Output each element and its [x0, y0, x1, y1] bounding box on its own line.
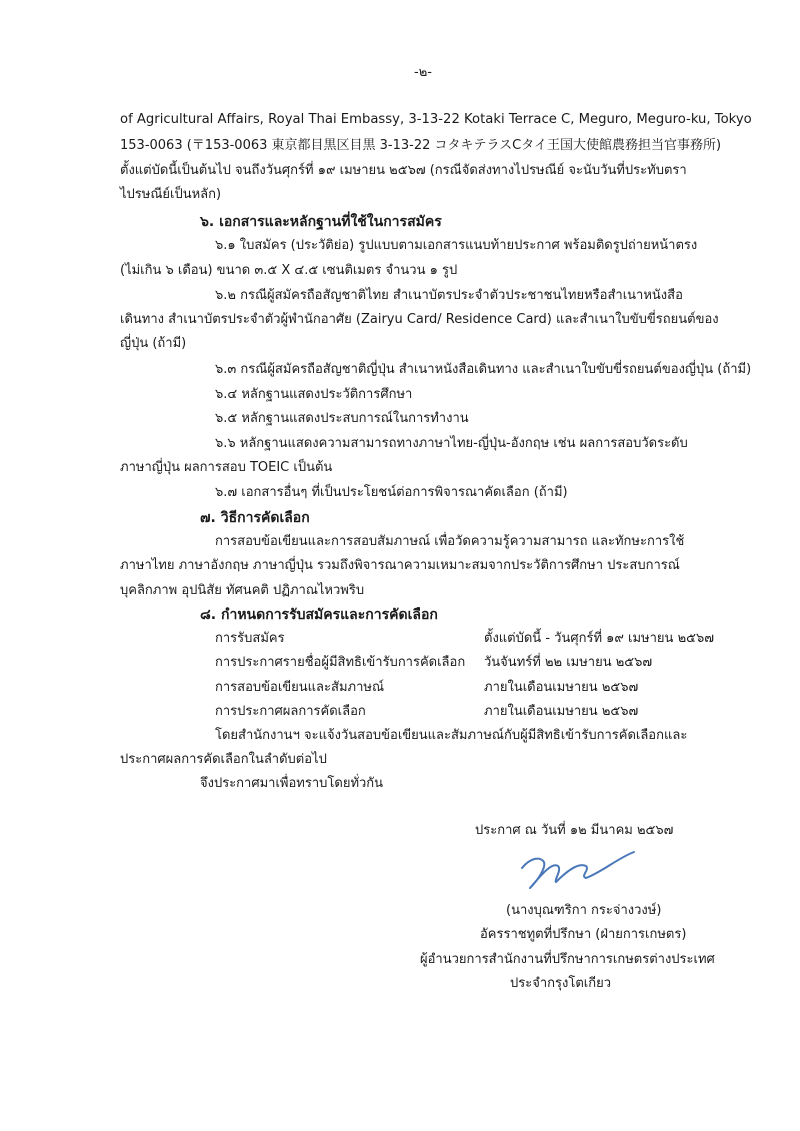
- schedule-label: การประกาศรายชื่อผู้มีสิทธิเข้ารับการคัดเลือก: [215, 655, 466, 670]
- section-6-2-line-c: ญี่ปุ่น (ถ้ามี): [120, 336, 187, 351]
- intro-postmark-line: ไปรษณีย์เป็นหลัก): [120, 187, 222, 202]
- section-6-1-line-b: (ไม่เกิน ๖ เดือน) ขนาด ๓.๕ X ๔.๕ เซนติเมตร จำนวน ๑ รูป: [120, 263, 458, 278]
- section-6-3: ๖.๓ กรณีผู้สมัครถือสัญชาติญี่ปุ่น สำเนาหนังสือเดินทาง และสำเนาใบขับขี่รถยนต์ของญี่ปุ่น (ถ้ามี): [215, 362, 752, 377]
- section-6-4: ๖.๔ หลักฐานแสดงประวัติการศึกษา: [215, 387, 413, 402]
- schedule-value: ภายในเดือนเมษายน ๒๕๖๗: [484, 704, 639, 719]
- intro-address-line-1: of Agricultural Affairs, Royal Thai Embassy, 3-13-22 Kotaki Terrace C, Meguro, Meguro-ku, Tokyo: [120, 112, 752, 127]
- schedule-label: การประกาศผลการคัดเลือก: [215, 704, 366, 719]
- intro-deadline-line: ตั้งแต่บัดนี้เป็นต้นไป จนถึงวันศุกร์ที่ ๑๙ เมษายน ๒๕๖๗ (กรณีจัดส่งทางไปรษณีย์ จะนับวันที่ประทับตรา: [120, 163, 687, 178]
- section-6-6-line-b: ภาษาญี่ปุ่น ผลการสอบ TOEIC เป็นต้น: [120, 460, 333, 475]
- section-6-6-line-a: ๖.๖ หลักฐานแสดงความสามารถทางภาษาไทย-ญี่ปุ่น-อังกฤษ เช่น ผลการสอบวัดระดับ: [215, 436, 688, 451]
- signatory-title-1: อัครราชทูตที่ปรึกษา (ฝ่ายการเกษตร): [480, 927, 687, 942]
- schedule-value: ภายในเดือนเมษายน ๒๕๖๗: [484, 680, 639, 695]
- section-6-heading: ๖. เอกสารและหลักฐานที่ใช้ในการสมัคร: [200, 214, 442, 230]
- page-number: -๒-: [414, 65, 432, 80]
- section-6-1-line-a: ๖.๑ ใบสมัคร (ประวัติย่อ) รูปแบบตามเอกสารแนบท้ายประกาศ พร้อมติดรูปถ่ายหน้าตรง: [215, 238, 698, 253]
- announcement-date: ประกาศ ณ วันที่ ๑๒ มีนาคม ๒๕๖๗: [475, 823, 674, 838]
- section-6-5: ๖.๕ หลักฐานแสดงประสบการณ์ในการทำงาน: [215, 411, 469, 426]
- schedule-label: การรับสมัคร: [215, 631, 285, 646]
- schedule-value: ตั้งแต่บัดนี้ - วันศุกร์ที่ ๑๙ เมษายน ๒๕๖๗: [484, 631, 715, 646]
- closing-line: จึงประกาศมาเพื่อทราบโดยทั่วกัน: [200, 776, 384, 791]
- signature: [516, 846, 646, 896]
- section-7-heading: ๗. วิธีการคัดเลือก: [200, 510, 310, 526]
- section-7-para-a: การสอบข้อเขียนและการสอบสัมภาษณ์ เพื่อวัดความรู้ความสามารถ และทักษะการใช้: [215, 534, 685, 549]
- section-8-note-b: ประกาศผลการคัดเลือกในลำดับต่อไป: [120, 752, 327, 767]
- section-6-7: ๖.๗ เอกสารอื่นๆ ที่เป็นประโยชน์ต่อการพิจารณาคัดเลือก (ถ้ามี): [215, 485, 568, 500]
- section-8-note-a: โดยสำนักงานฯ จะแจ้งวันสอบข้อเขียนและสัมภาษณ์กับผู้มีสิทธิเข้ารับการคัดเลือกและ: [215, 728, 688, 743]
- schedule-label: การสอบข้อเขียนและสัมภาษณ์: [215, 680, 385, 695]
- section-7-para-c: บุคลิกภาพ อุปนิสัย ทัศนคติ ปฏิภาณไหวพริบ: [120, 583, 365, 598]
- signatory-title-3: ประจำกรุงโตเกียว: [510, 976, 611, 991]
- intro-address-line-2: 153-0063 (〒153-0063 東京都目黒区目黒 3-13-22 コタキテラスCタイ王国大使館農務担当官事務所): [120, 138, 722, 153]
- signatory-title-2: ผู้อำนวยการสำนักงานที่ปรึกษาการเกษตรต่างประเทศ: [420, 952, 715, 967]
- section-7-para-b: ภาษาไทย ภาษาอังกฤษ ภาษาญี่ปุ่น รวมถึงพิจารณาความเหมาะสมจากประวัติการศึกษา ประสบการณ์: [120, 558, 680, 573]
- section-6-2-line-b: เดินทาง สำเนาบัตรประจำตัวผู้พำนักอาศัย (Zairyu Card/ Residence Card) และสำเนาใบขับขี่รถยนต์ของ: [120, 312, 719, 327]
- schedule-value: วันจันทร์ที่ ๒๒ เมษายน ๒๕๖๗: [484, 655, 653, 670]
- signatory-name: (นางบุณฑริกา กระจ่างวงษ์): [506, 903, 662, 918]
- section-8-heading: ๘. กำหนดการรับสมัครและการคัดเลือก: [200, 607, 438, 623]
- section-6-2-line-a: ๖.๒ กรณีผู้สมัครถือสัญชาติไทย สำเนาบัตรประจำตัวประชาชนไทยหรือสำเนาหนังสือ: [215, 288, 683, 303]
